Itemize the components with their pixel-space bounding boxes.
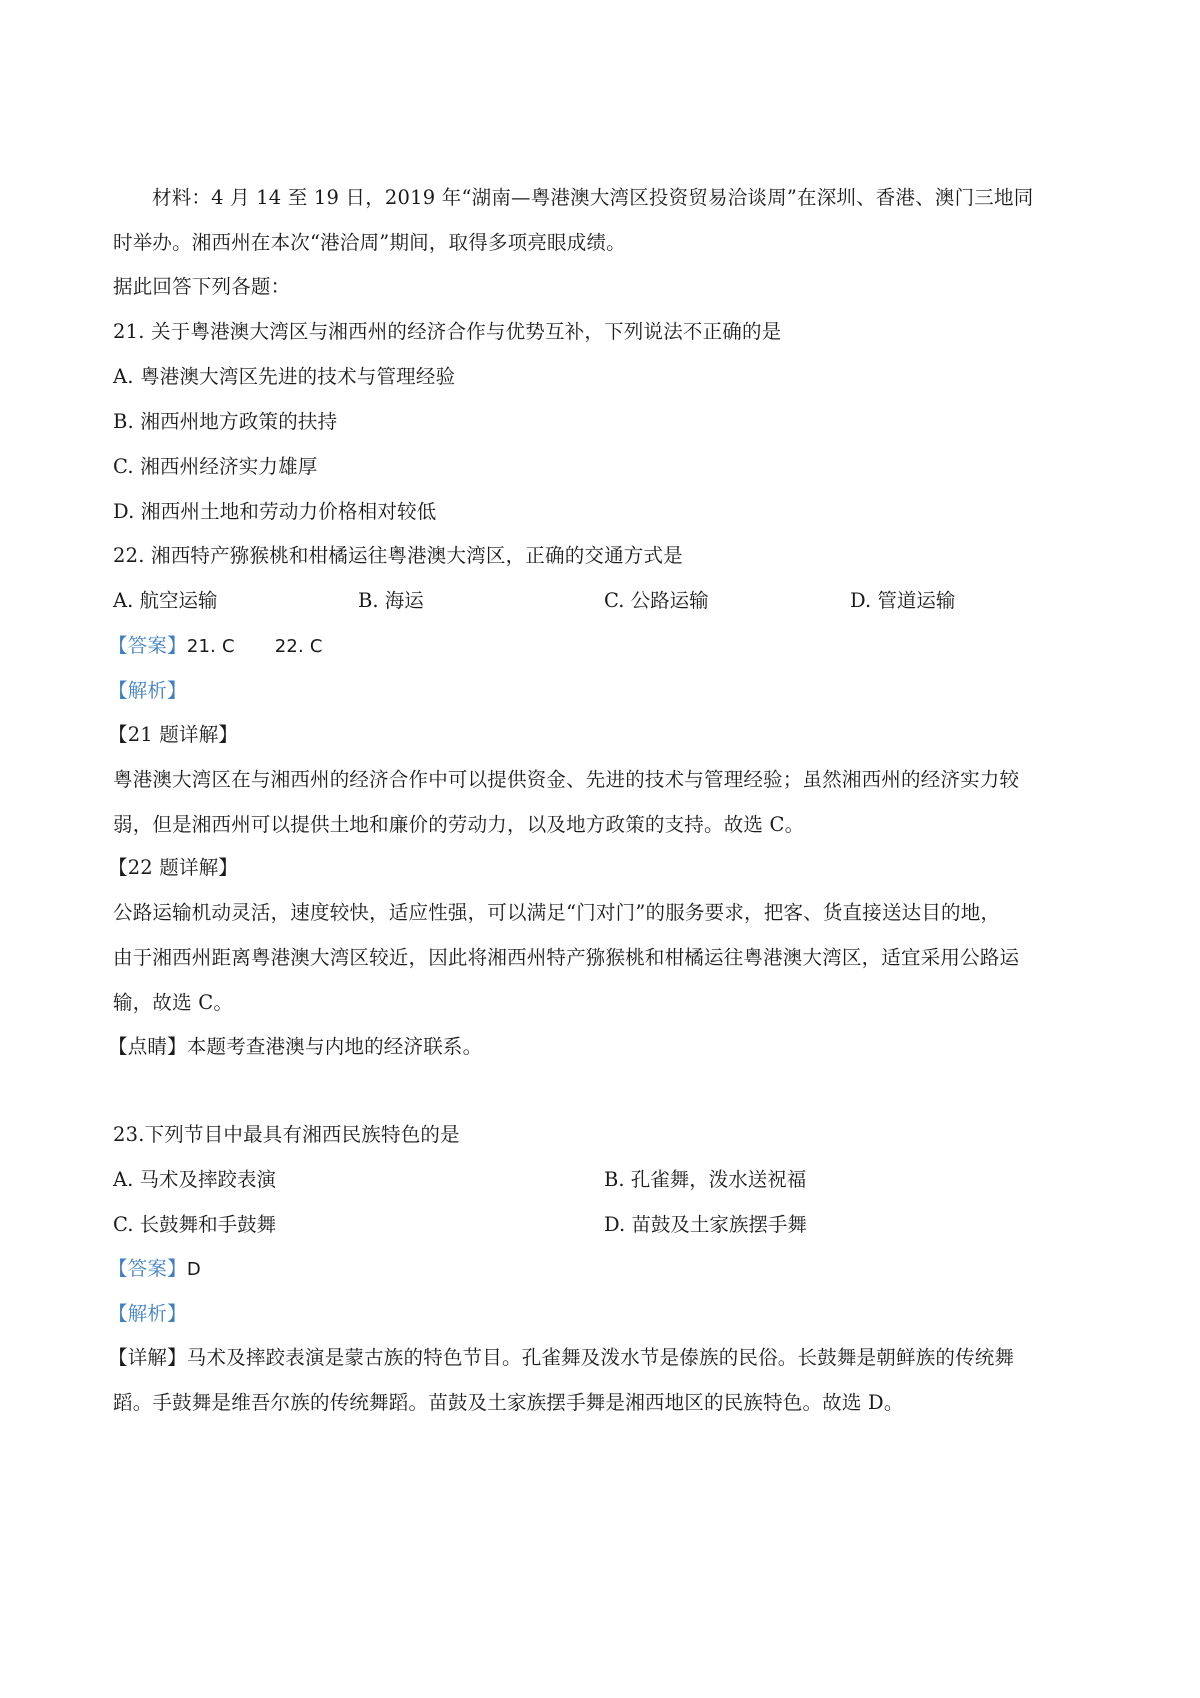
material-line-2: 时举办。湘西州在本次“港洽周”期间，取得多项亮眼成绩。 [113, 231, 626, 254]
tip-line: 【点睛】本题考查港澳与内地的经济联系。 [108, 1035, 483, 1058]
question-23-option-b: B. 孔雀舞，泼水送祝福 [604, 1168, 807, 1191]
question-22-option-c: C. 公路运输 [604, 589, 709, 612]
detail-23-line-1: 【详解】马术及摔跤表演是蒙古族的特色节目。孔雀舞及泼水节是傣族的民俗。长鼓舞是朝鲜族的传统舞 [108, 1346, 1015, 1369]
detail-21-heading: 【21 题详解】 [108, 723, 239, 746]
detail-22-line-1: 公路运输机动灵活，速度较快，适应性强，可以满足“门对门”的服务要求，把客、货直接送达目的地， [113, 901, 1001, 924]
detail-22-heading: 【22 题详解】 [108, 856, 239, 879]
question-21-option-b: B. 湘西州地方政策的扶持 [113, 410, 338, 433]
question-21-stem: 21. 关于粤港澳大湾区与湘西州的经济合作与优势互补，下列说法不正确的是 [113, 320, 782, 343]
question-22-option-b: B. 海运 [358, 589, 424, 612]
answer-block-2 [108, 1256, 201, 1283]
detail-21-line-1: 粤港澳大湾区在与湘西州的经济合作中可以提供资金、先进的技术与管理经验；虽然湘西州的经济实力较 [113, 768, 1020, 791]
answer-tag: 【答案】 [108, 1257, 187, 1280]
question-22-option-a: A. 航空运输 [113, 589, 218, 612]
question-21-option-c: C. 湘西州经济实力雄厚 [113, 455, 318, 478]
material-line-1: 材料：4 月 14 至 19 日，2019 年“湖南—粤港澳大湾区投资贸易洽谈周”在深圳、香港、澳门三地同 [152, 186, 1034, 209]
detail-22-line-3: 输，故选 C。 [113, 991, 234, 1014]
question-23-option-c: C. 长鼓舞和手鼓舞 [113, 1213, 277, 1236]
question-21-option-d: D. 湘西州土地和劳动力价格相对较低 [113, 500, 437, 523]
material-prompt: 据此回答下列各题： [113, 275, 291, 298]
question-23-stem: 23.下列节目中最具有湘西民族特色的是 [113, 1123, 460, 1146]
detail-22-line-2: 由于湘西州距离粤港澳大湾区较近，因此将湘西州特产猕猴桃和柑橘运往粤港澳大湾区，适宜采用公路运 [113, 946, 1020, 969]
answer-21: 21. C [186, 636, 235, 657]
detail-23-line-2: 蹈。手鼓舞是维吾尔族的传统舞蹈。苗鼓及土家族摆手舞是湘西地区的民族特色。故选 D。 [113, 1391, 904, 1414]
answer-tag: 【答案】 [108, 634, 187, 657]
question-23-option-d: D. 苗鼓及土家族摆手舞 [604, 1213, 807, 1236]
answer-block-1 [108, 633, 323, 660]
question-22-option-d: D. 管道运输 [850, 589, 956, 612]
question-22-stem: 22. 湘西特产猕猴桃和柑橘运往粤港澳大湾区，正确的交通方式是 [113, 544, 683, 567]
answer-22: 22. C [274, 636, 323, 657]
answer-23: D [186, 1259, 201, 1280]
analysis-tag-2: 【解析】 [108, 1302, 187, 1325]
analysis-tag-1: 【解析】 [108, 679, 187, 702]
detail-21-line-2: 弱，但是湘西州可以提供土地和廉价的劳动力，以及地方政策的支持。故选 C。 [113, 813, 805, 836]
question-21-option-a: A. 粤港澳大湾区先进的技术与管理经验 [113, 365, 456, 388]
question-23-option-a: A. 马术及摔跤表演 [113, 1168, 276, 1191]
